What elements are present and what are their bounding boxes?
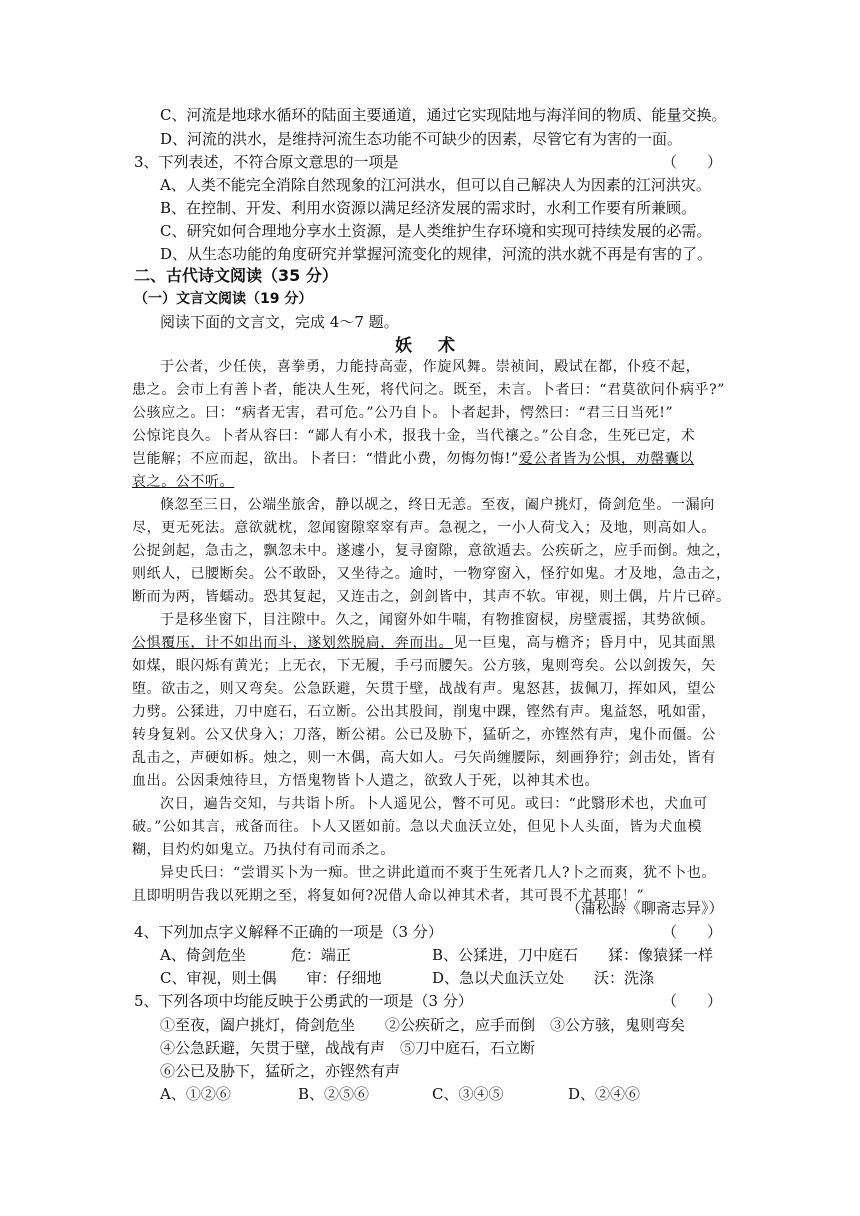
underlined-sentence: 哀之。公不听。 bbox=[132, 474, 235, 490]
passage-line: 破。”公如其言，戒备而往。卜人又匿如前。急以犬血沃立处，但见卜人头面，皆为犬血模 bbox=[132, 819, 703, 835]
passage-line: 且即明明告我以死期之至，将复如何?况借人命以神其术者，其可畏不尤甚耶！” bbox=[132, 888, 645, 904]
passage-text: 岂能解；不应而起，欲出。卜者曰：“惜此小费，勿悔勿悔!” bbox=[132, 451, 519, 467]
q5-item-line: ④公急跃避，矢贯于壁，战战有声 ⑤刀中庭石，石立断 bbox=[160, 1039, 536, 1057]
passage-line: 转身复剁。公又伏身入；刀落，断公裙。公已及胁下，猛斫之，亦铿然有声，鬼仆而僵。公 bbox=[132, 727, 716, 743]
passage-line bbox=[132, 448, 694, 470]
q3-stem: 3、下列表述，不符合原文意思的一项是 bbox=[134, 153, 399, 171]
q4-option-b: B、公猱进，刀中庭石 猱：像猿猱一样 bbox=[432, 946, 714, 964]
section-heading: 二、古代诗文阅读（35 分） bbox=[134, 266, 338, 285]
q4-option-a: A、倚剑危坐 危：端正 bbox=[160, 946, 351, 964]
q5-item-line: ①至夜，阖户挑灯，倚剑危坐 ②公疾斫之，应手而倒 ③公方骇，鬼则弯矣 bbox=[160, 1016, 686, 1034]
passage-line: 则纸人，已腰断矣。公不敢卧，又坐待之。逾时，一物穿窗入，怪狞如鬼。才及地，急击之， bbox=[132, 566, 731, 582]
q4-option-c: C、审视，则土偶 审：仔细地 bbox=[160, 969, 382, 987]
reading-instruction: 阅读下面的文言文，完成 4～7 题。 bbox=[160, 313, 399, 331]
q4-option-d: D、急以犬血沃立处 沃：洗涤 bbox=[432, 969, 655, 987]
passage-line: 乱击之，声硬如柝。烛之，则一木偶，高大如人。弓矢尚缠腰际，刻画狰狞；剑击处，皆有 bbox=[132, 750, 716, 766]
q4-answer-blank[interactable]: （ ） bbox=[662, 923, 723, 941]
passage-line: 糊，目灼灼如鬼立。乃执付有司而杀之。 bbox=[132, 842, 395, 858]
passage-line: 于是移坐窗下，目注隙中。久之，闻窗外如牛喘，有物推窗棂，房壁震摇，其势欲倾。 bbox=[160, 612, 715, 628]
q3-option-d: D、从生态功能的角度研究并掌握河流变化的规律，河流的洪水就不再是有害的了。 bbox=[160, 245, 713, 263]
passage-line: 次日，遍告交知，与共诣卜所。卜人遥见公，瞥不可见。或曰：“此翳形术也，犬血可 bbox=[160, 796, 708, 812]
q5-choice-a[interactable]: A、①②⑥ bbox=[160, 1085, 231, 1103]
underlined-sentence: 爱公者皆为公惧，劝罄囊以 bbox=[518, 451, 694, 467]
q3-option-b: B、在控制、开发、利用水资源以满足经济发展的需求时，水利工作要有所兼顾。 bbox=[160, 199, 697, 217]
q3-option-c: C、研究如何合理地分享水土资源，是人类维护生存环境和实现可持续发展的必需。 bbox=[160, 222, 712, 240]
passage-line: 于公者，少任侠，喜拳勇，力能持高壶，作旋风舞。崇祯间，殿试在都，仆疫不起， bbox=[160, 359, 701, 375]
passage-line: 公惊诧良久。卜者从容曰：“鄙人有小术，报我十金，当代禳之。”公自念，生死已定，术 bbox=[132, 428, 696, 444]
passage-line: 尽，更无死法。意欲就枕，忽闻窗隙窣窣有声。急视之，一小人荷戈入；及地，则高如人。 bbox=[132, 520, 716, 536]
underlined-sentence: 公惧覆压，计不如出而斗，遂划然脱扃，奔而出。 bbox=[132, 635, 454, 651]
q5-answer-blank[interactable]: （ ） bbox=[662, 992, 723, 1010]
passage-line: 异史氏曰：“尝谓买卜为一痴。世之讲此道而不爽于生死者几人?卜之而爽，犹不卜也。 bbox=[160, 865, 717, 881]
passage-line: 患之。会市上有善卜者，能决人生死，将代问之。既至，未言。卜者曰：“君莫欲问仆病乎?” bbox=[132, 382, 726, 398]
q5-choice-c[interactable]: C、③④⑤ bbox=[432, 1085, 504, 1103]
q5-choice-d[interactable]: D、②④⑥ bbox=[568, 1085, 641, 1103]
q3-answer-blank[interactable]: （ ） bbox=[662, 153, 723, 171]
passage-title: 妖 术 bbox=[395, 336, 465, 356]
passage-line: 断而为两，皆蠕动。恐其复起，又连击之，剑剑皆中，其声不软。审视，则土偶，片片已碎。 bbox=[132, 589, 731, 605]
passage-source: （蒲松龄《聊斋志异》） bbox=[566, 899, 724, 917]
q2-option-c: C、河流是地球水循环的陆面主要通道，通过它实现陆地与海洋间的物质、能量交换。 bbox=[160, 106, 727, 124]
q4-stem: 4、下列加点字义解释不正确的一项是（3 分） bbox=[134, 923, 443, 941]
passage-line: 力劈。公猱进，刀中庭石，石立断。公出其股间，削鬼中踝，铿然有声。鬼益怒，吼如雷， bbox=[132, 704, 716, 720]
passage-line: 公骇应之。曰：“病者无害，君可危。”公乃自卜。卜者起卦，愕然曰：“君三日当死!” bbox=[132, 405, 674, 421]
passage-line: 如煤，眼闪烁有黄光；上无衣，下无履，手弓而腰矢。公方骇，鬼则弯矣。公以剑拨矢，矢 bbox=[132, 658, 716, 674]
passage-line: 倏忽至三日，公端坐旅舍，静以觇之，终日无恙。至夜，阖户挑灯，倚剑危坐。一漏向 bbox=[160, 497, 715, 513]
subsection-heading: （一）文言文阅读（19 分） bbox=[134, 291, 313, 307]
q5-item-line: ⑥公已及胁下，猛斫之，亦铿然有声 bbox=[160, 1062, 401, 1080]
q5-stem: 5、下列各项中均能反映于公勇武的一项是（3 分） bbox=[134, 992, 473, 1010]
passage-line bbox=[132, 632, 716, 654]
passage-line: 公捉剑起，急击之，飘忽未中。遂遽小，复寻窗隙，意欲遁去。公疾斫之，应手而倒。烛之， bbox=[132, 543, 731, 559]
passage-line: 堕。欲击之，则又弯矣。公急跃避，矢贯于壁，战战有声。鬼怒甚，拔佩刀，挥如风，望公 bbox=[132, 681, 716, 697]
passage-text: 见一巨鬼，高与檐齐；昏月中，见其面黑 bbox=[453, 635, 717, 651]
q5-choice-b[interactable]: B、②⑤⑥ bbox=[298, 1085, 370, 1103]
passage-line: 血出。公因秉烛待旦，方悟鬼物皆卜人遣之，欲致人于死，以神其术也。 bbox=[132, 773, 600, 789]
passage-line bbox=[132, 471, 234, 493]
q3-option-a: A、人类不能完全消除自然现象的江河洪水，但可以自己解决人为因素的江河洪灾。 bbox=[160, 176, 711, 194]
q2-option-d: D、河流的洪水，是维持河流生态功能不可缺少的因素，尽管它有为害的一面。 bbox=[160, 130, 683, 148]
